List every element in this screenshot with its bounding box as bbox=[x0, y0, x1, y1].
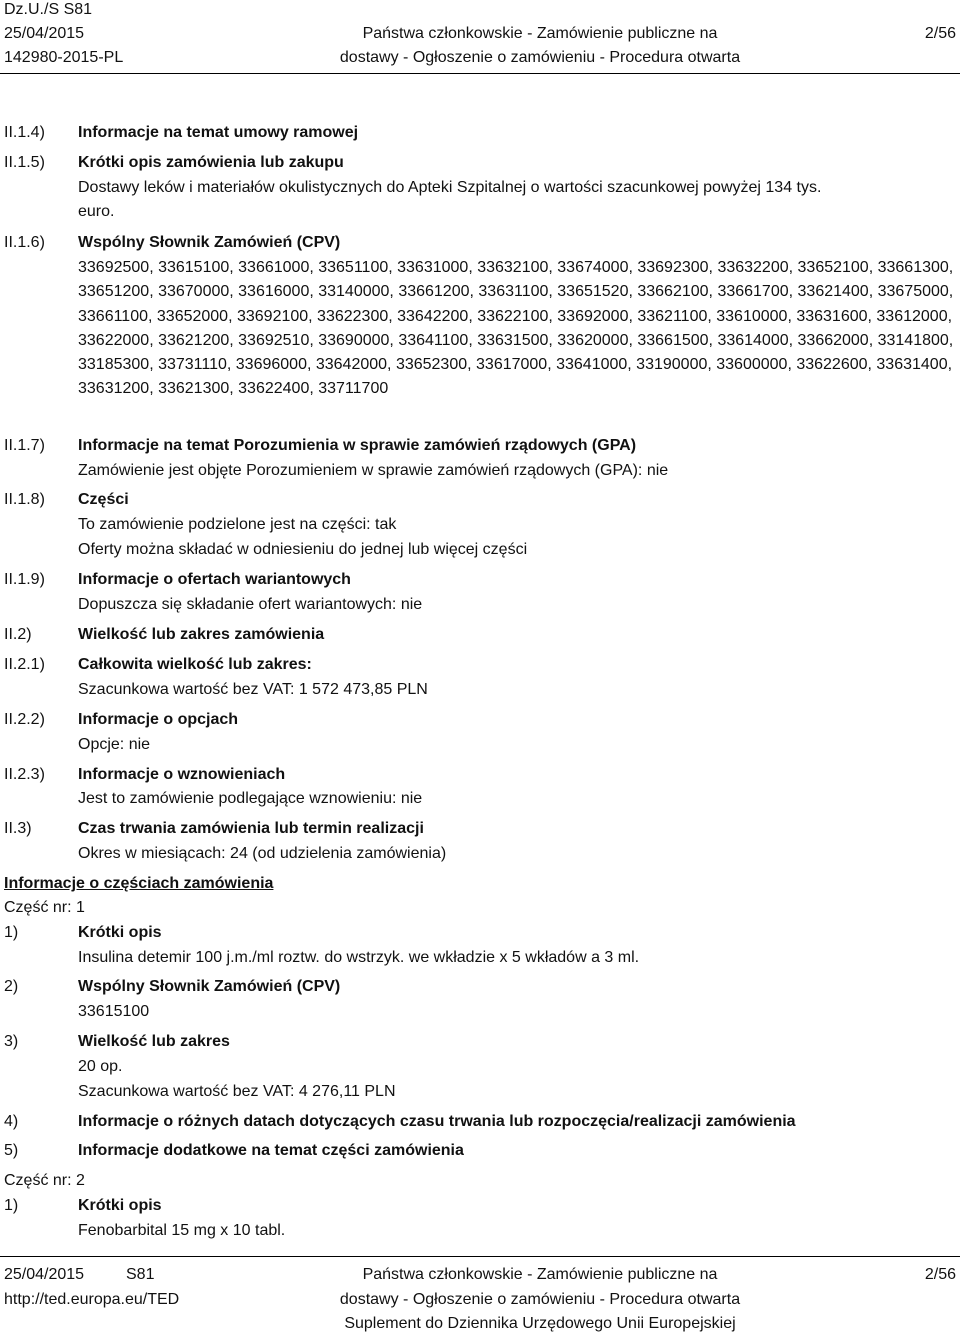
lot-1-scope-heading: Wielkość lub zakres bbox=[78, 1033, 230, 1050]
lot-2-short-description-heading: Krótki opis bbox=[78, 1197, 162, 1214]
section-number-ii-1-5: II.1.5) bbox=[4, 154, 45, 171]
section-number-ii-2-3: II.2.3) bbox=[4, 766, 45, 783]
lot-1-item-number-4: 4) bbox=[4, 1113, 19, 1130]
section-number-ii-1-9: II.1.9) bbox=[4, 571, 45, 588]
parts-divided-text: To zamówienie podzielone jest na części: tak bbox=[78, 516, 397, 533]
gpa-text: Zamówienie jest objęte Porozumieniem w sprawie zamówień rządowych (GPA): nie bbox=[78, 462, 669, 479]
lot-1-additional-info-heading: Informacje dodatkowe na temat części zamówienia bbox=[78, 1142, 464, 1159]
footer-title-line1: Państwa członkowskie - Zamówienie publiczne na bbox=[362, 1266, 718, 1283]
short-description-line1: Dostawy leków i materiałów okulistycznych do Apteki Szpitalnej o wartości szacunkowej powyżej 134 tys. bbox=[78, 179, 822, 196]
header-date: 25/04/2015 bbox=[4, 25, 85, 42]
renewals-text: Jest to zamówienie podlegające wznowieniu: nie bbox=[78, 790, 423, 807]
notice-reference: 142980-2015-PL bbox=[4, 49, 124, 66]
total-scope-heading: Całkowita wielkość lub zakres: bbox=[78, 656, 312, 673]
lot-1-title: Część nr: 1 bbox=[4, 899, 85, 916]
lots-heading: Informacje o częściach zamówienia bbox=[4, 875, 274, 892]
header-page-number: 2/56 bbox=[924, 25, 956, 42]
footer-series: S81 bbox=[126, 1266, 155, 1283]
footer-page-number: 2/56 bbox=[924, 1266, 956, 1283]
lot-1-dates-heading: Informacje o różnych datach dotyczących czasu trwania lub rozpoczęcia/realizacji zamówienia bbox=[78, 1113, 796, 1130]
lot-1-item-number-1: 1) bbox=[4, 924, 19, 941]
lot-1-estimated-value: Szacunkowa wartość bez VAT: 4 276,11 PLN bbox=[78, 1083, 396, 1100]
section-number-ii-1-6: II.1.6) bbox=[4, 234, 45, 251]
renewals-heading: Informacje o wznowieniach bbox=[78, 766, 286, 783]
header-divider bbox=[0, 73, 960, 74]
parts-offers-text: Oferty można składać w odniesieniu do jednej lub więcej części bbox=[78, 541, 528, 558]
total-value-text: Szacunkowa wartość bez VAT: 1 572 473,85 PLN bbox=[78, 681, 428, 698]
duration-heading: Czas trwania zamówienia lub termin realizacji bbox=[78, 820, 424, 837]
section-number-ii-1-7: II.1.7) bbox=[4, 437, 45, 454]
variants-heading: Informacje o ofertach wariantowych bbox=[78, 571, 351, 588]
short-description-heading: Krótki opis zamówienia lub zakupu bbox=[78, 154, 344, 171]
lot-1-short-description-heading: Krótki opis bbox=[78, 924, 162, 941]
lot-2-item-number-1: 1) bbox=[4, 1197, 19, 1214]
options-heading: Informacje o opcjach bbox=[78, 711, 239, 728]
footer-title-line2: dostawy - Ogłoszenie o zamówieniu - Procedura otwarta bbox=[339, 1291, 741, 1308]
gpa-heading: Informacje na temat Porozumienia w sprawie zamówień rządowych (GPA) bbox=[78, 437, 637, 454]
section-number-ii-1-8: II.1.8) bbox=[4, 491, 45, 508]
lot-1-item-number-3: 3) bbox=[4, 1033, 19, 1050]
lot-2-short-description: Fenobarbital 15 mg x 10 tabl. bbox=[78, 1222, 286, 1239]
section-number-ii-2-1: II.2.1) bbox=[4, 656, 45, 673]
short-description-line2: euro. bbox=[78, 203, 115, 220]
cpv-heading: Wspólny Słownik Zamówień (CPV) bbox=[78, 234, 341, 251]
footer-divider bbox=[0, 1256, 960, 1257]
lot-1-item-number-5: 5) bbox=[4, 1142, 19, 1159]
lot-2-title: Część nr: 2 bbox=[4, 1172, 85, 1189]
lot-1-short-description: Insulina detemir 100 j.m./ml roztw. do wstrzyk. we wkładzie x 5 wkładów a 3 ml. bbox=[78, 949, 640, 966]
lot-1-quantity: 20 op. bbox=[78, 1058, 123, 1075]
footer-url-link[interactable]: http://ted.europa.eu/TED bbox=[4, 1291, 180, 1308]
framework-heading: Informacje na temat umowy ramowej bbox=[78, 124, 359, 141]
duration-text: Okres w miesiącach: 24 (od udzielenia zamówienia) bbox=[78, 845, 447, 862]
variants-text: Dopuszcza się składanie ofert wariantowych: nie bbox=[78, 596, 423, 613]
lot-1-item-number-2: 2) bbox=[4, 978, 19, 995]
footer-date: 25/04/2015 bbox=[4, 1266, 85, 1283]
header-title-line1: Państwa członkowskie - Zamówienie publiczne na bbox=[362, 25, 718, 42]
journal-label: Dz.U./S S81 bbox=[4, 1, 93, 18]
lot-1-cpv-heading: Wspólny Słownik Zamówień (CPV) bbox=[78, 978, 341, 995]
options-text: Opcje: nie bbox=[78, 736, 151, 753]
header-title-line2: dostawy - Ogłoszenie o zamówieniu - Procedura otwarta bbox=[339, 49, 741, 66]
lot-1-cpv-code: 33615100 bbox=[78, 1003, 150, 1020]
section-number-ii-3: II.3) bbox=[4, 820, 32, 837]
parts-heading: Części bbox=[78, 491, 129, 508]
footer-title-line3: Suplement do Dziennika Urzędowego Unii Europejskiej bbox=[344, 1315, 736, 1332]
section-number-ii-2: II.2) bbox=[4, 626, 32, 643]
cpv-codes-list: 33692500, 33615100, 33661000, 33651100, 33631000, 33632100, 33674000, 33692300, 33632200, 33652100, 33661300, 33651200, 33670000, 33616000, 33140000, 33661200, 33631100, 33651520, 33662100, 33661700, 33621400, 33675000, 33661100, 33652000, 33692100, 33622300, 33642200, 33622100, 33692000, 33621100, 33610000, 33631600, 33612000, 33622000, 33621200, 33692510, 33690000, 33641100, 33631500, 33620000, 33661500, 33614000, 33662000, 33141800, 33185300, 33731110, 33696000, 33642000, 33652300, 33617000, 33641000, 33190000, 33600000, 33622600, 33631400, 33631200, 33621300, 33622400, 33711700 bbox=[78, 259, 954, 398]
section-number-ii-1-4: II.1.4) bbox=[4, 124, 45, 141]
section-number-ii-2-2: II.2.2) bbox=[4, 711, 45, 728]
scope-heading: Wielkość lub zakres zamówienia bbox=[78, 626, 325, 643]
